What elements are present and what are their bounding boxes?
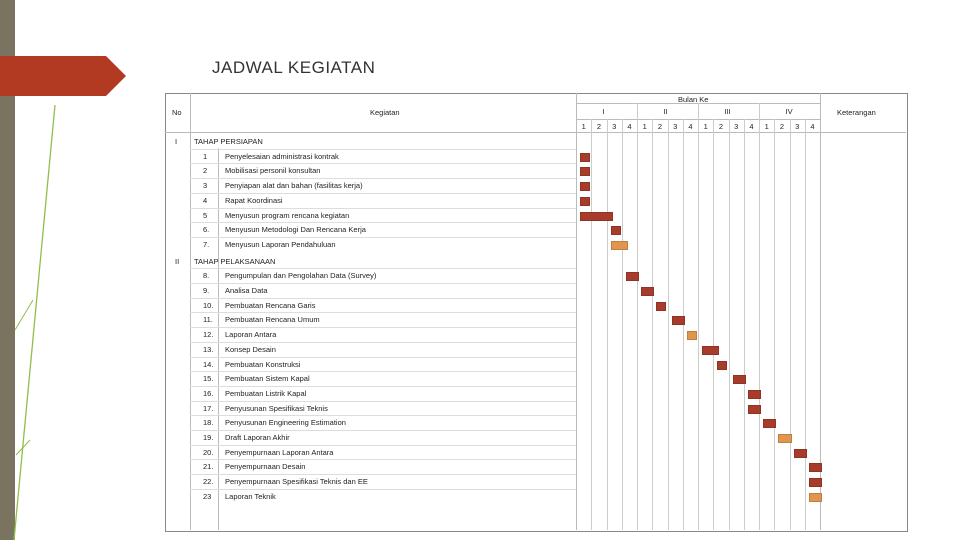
week-divider [805, 119, 806, 530]
header-week-label: 4 [810, 122, 815, 131]
row-line [190, 163, 576, 164]
week-divider [668, 119, 669, 530]
row-line [190, 312, 576, 313]
header-month-4: IV [785, 107, 793, 116]
row-line [190, 208, 576, 209]
gantt-bar [809, 463, 822, 472]
week-divider [713, 119, 714, 530]
task-number: 9. [203, 286, 210, 295]
task-number: 17. [203, 403, 214, 413]
row-line [190, 489, 576, 490]
header-bottom-line [165, 132, 906, 133]
row-line [190, 342, 576, 343]
header-week-label: 2 [657, 122, 663, 131]
week-divider [774, 119, 775, 530]
gantt-bar [611, 241, 628, 250]
row-line [190, 178, 576, 179]
task-number: 20. [203, 447, 214, 457]
gantt-bar [687, 331, 697, 340]
task-number: 3 [203, 181, 208, 191]
header-week-label: 4 [749, 122, 754, 131]
gantt-bar [733, 375, 746, 384]
week-divider [744, 119, 745, 530]
gantt-bar [580, 197, 590, 206]
week-divider [637, 103, 638, 530]
task-number: 18. [203, 418, 214, 428]
task-name: Penyelesaian administrasi kontrak [225, 151, 339, 161]
header-week-label: 2 [718, 122, 724, 131]
week-divider [729, 119, 730, 530]
row-line [190, 298, 576, 299]
task-name: Konsep Desain [225, 344, 276, 354]
task-number: 1 [203, 151, 208, 161]
row-line [190, 193, 576, 194]
header-week-label: 3 [795, 122, 800, 131]
task-number: 2 [203, 166, 208, 176]
task-number: 13. [203, 344, 214, 354]
gantt-bar [717, 361, 727, 370]
gantt-bar [641, 287, 654, 296]
task-name: Penyempurnaan Laporan Antara [225, 447, 334, 457]
task-number: 23 [203, 491, 212, 501]
task-name: Analisa Data [225, 286, 268, 295]
header-week-label: 1 [642, 122, 647, 131]
week-divider [591, 119, 592, 530]
task-number: 11. [203, 315, 213, 325]
task-name: Menyusun Metodologi Dan Rencana Kerja [225, 225, 366, 235]
week-divider [698, 103, 699, 530]
task-number: 4 [203, 195, 208, 205]
header-bulan-ke: Bulan Ke [678, 95, 709, 104]
row-line [190, 459, 576, 460]
week-divider [790, 119, 791, 530]
gantt-bar [748, 405, 761, 414]
task-number: 12. [203, 330, 214, 340]
task-name: Pengumpulan dan Pengolahan Data (Survey) [225, 271, 377, 281]
task-number: 15. [203, 374, 214, 384]
header-week-label: 1 [581, 122, 586, 131]
task-name: Rapat Koordinasi [225, 195, 283, 205]
gantt-bar [809, 493, 822, 502]
section-title: TAHAP PELAKSANAAN [194, 256, 276, 266]
header-no: No [172, 108, 182, 117]
gantt-bar [809, 478, 822, 487]
task-name: Penyusunan Spesifikasi Teknis [225, 403, 328, 413]
gantt-bar [580, 167, 590, 176]
gantt-bar [580, 182, 590, 191]
task-name: Menyusun Laporan Pendahuluan [225, 239, 336, 249]
task-name: Mobilisasi personil konsultan [225, 166, 321, 176]
column-divider [576, 93, 577, 530]
header-week-label: 2 [779, 122, 785, 131]
gantt-bar [580, 153, 590, 162]
gantt-bar [763, 419, 776, 428]
task-number: 16. [203, 388, 214, 398]
header-week-label: 4 [688, 122, 693, 131]
task-number: 14. [203, 359, 214, 369]
gantt-bar [656, 302, 666, 311]
section-number: II [175, 256, 180, 266]
gantt-bar [611, 226, 621, 235]
header-month-2: II [663, 107, 668, 116]
gantt-bar [580, 212, 613, 221]
gantt-bar [672, 316, 685, 325]
gantt-bar [778, 434, 791, 443]
header-week-label: 1 [703, 122, 708, 131]
row-line [190, 327, 576, 328]
task-number-divider [218, 148, 219, 530]
task-name: Pembuatan Konstruksi [225, 359, 301, 369]
row-line [190, 283, 576, 284]
title-accent-block [0, 56, 106, 96]
row-line [190, 445, 576, 446]
header-kegiatan: Kegiatan [370, 108, 400, 117]
task-number: 6. [203, 225, 210, 235]
gantt-bar [702, 346, 719, 355]
row-line [190, 237, 576, 238]
gantt-bar [794, 449, 807, 458]
task-name: Penyusunan Engineering Estimation [225, 418, 346, 428]
gantt-bar [626, 272, 639, 281]
row-line [190, 149, 576, 150]
week-divider [652, 119, 653, 530]
header-week-label: 1 [764, 122, 769, 131]
header-keterangan: Keterangan [837, 108, 876, 117]
task-number: 8. [203, 271, 210, 281]
task-name: Pembuatan Sistem Kapal [225, 374, 310, 384]
row-line [190, 357, 576, 358]
row-line [190, 371, 576, 372]
section-title: TAHAP PERSIAPAN [194, 137, 263, 146]
task-number: 21. [203, 462, 214, 472]
header-week-label: 3 [673, 122, 678, 131]
row-line [190, 430, 576, 431]
task-number: 22. [203, 477, 214, 487]
header-week-label: 3 [612, 122, 617, 131]
task-name: Pembuatan Rencana Garis [225, 300, 316, 310]
page-title: JADWAL KEGIATAN [212, 58, 376, 77]
week-divider [607, 119, 608, 530]
task-number: 5 [203, 210, 208, 220]
task-name: Laporan Antara [225, 330, 277, 340]
task-name: Draft Laporan Akhir [225, 433, 290, 442]
row-line [190, 222, 576, 223]
week-divider [759, 103, 760, 530]
task-name: Pembuatan Listrik Kapal [225, 388, 307, 398]
header-month-1: I [602, 107, 605, 116]
task-name: Penyiapan alat dan bahan (fasilitas kerja) [225, 181, 363, 191]
row-line [190, 415, 576, 416]
header-week-label: 4 [627, 122, 632, 131]
task-number: 7. [203, 239, 210, 249]
row-line [190, 268, 576, 269]
section-number: I [175, 137, 178, 146]
gantt-bar [748, 390, 761, 399]
row-line [190, 401, 576, 402]
task-number: 10. [203, 300, 214, 310]
row-line [190, 474, 576, 475]
task-name: Laporan Teknik [225, 491, 276, 501]
task-name: Penyempurnaan Spesifikasi Teknis dan EE [225, 477, 368, 487]
task-name: Penyempurnaan Desain [225, 462, 306, 472]
title-accent-arrow [106, 56, 126, 96]
task-name: Pembuatan Rencana Umum [225, 315, 320, 325]
task-name: Menyusun program rencana kegiatan [225, 210, 350, 220]
header-month-3: III [724, 107, 731, 116]
week-divider [622, 119, 623, 530]
header-week-label: 3 [734, 122, 739, 131]
row-line [190, 386, 576, 387]
task-number: 19. [203, 433, 214, 442]
header-week-label: 2 [596, 122, 602, 131]
